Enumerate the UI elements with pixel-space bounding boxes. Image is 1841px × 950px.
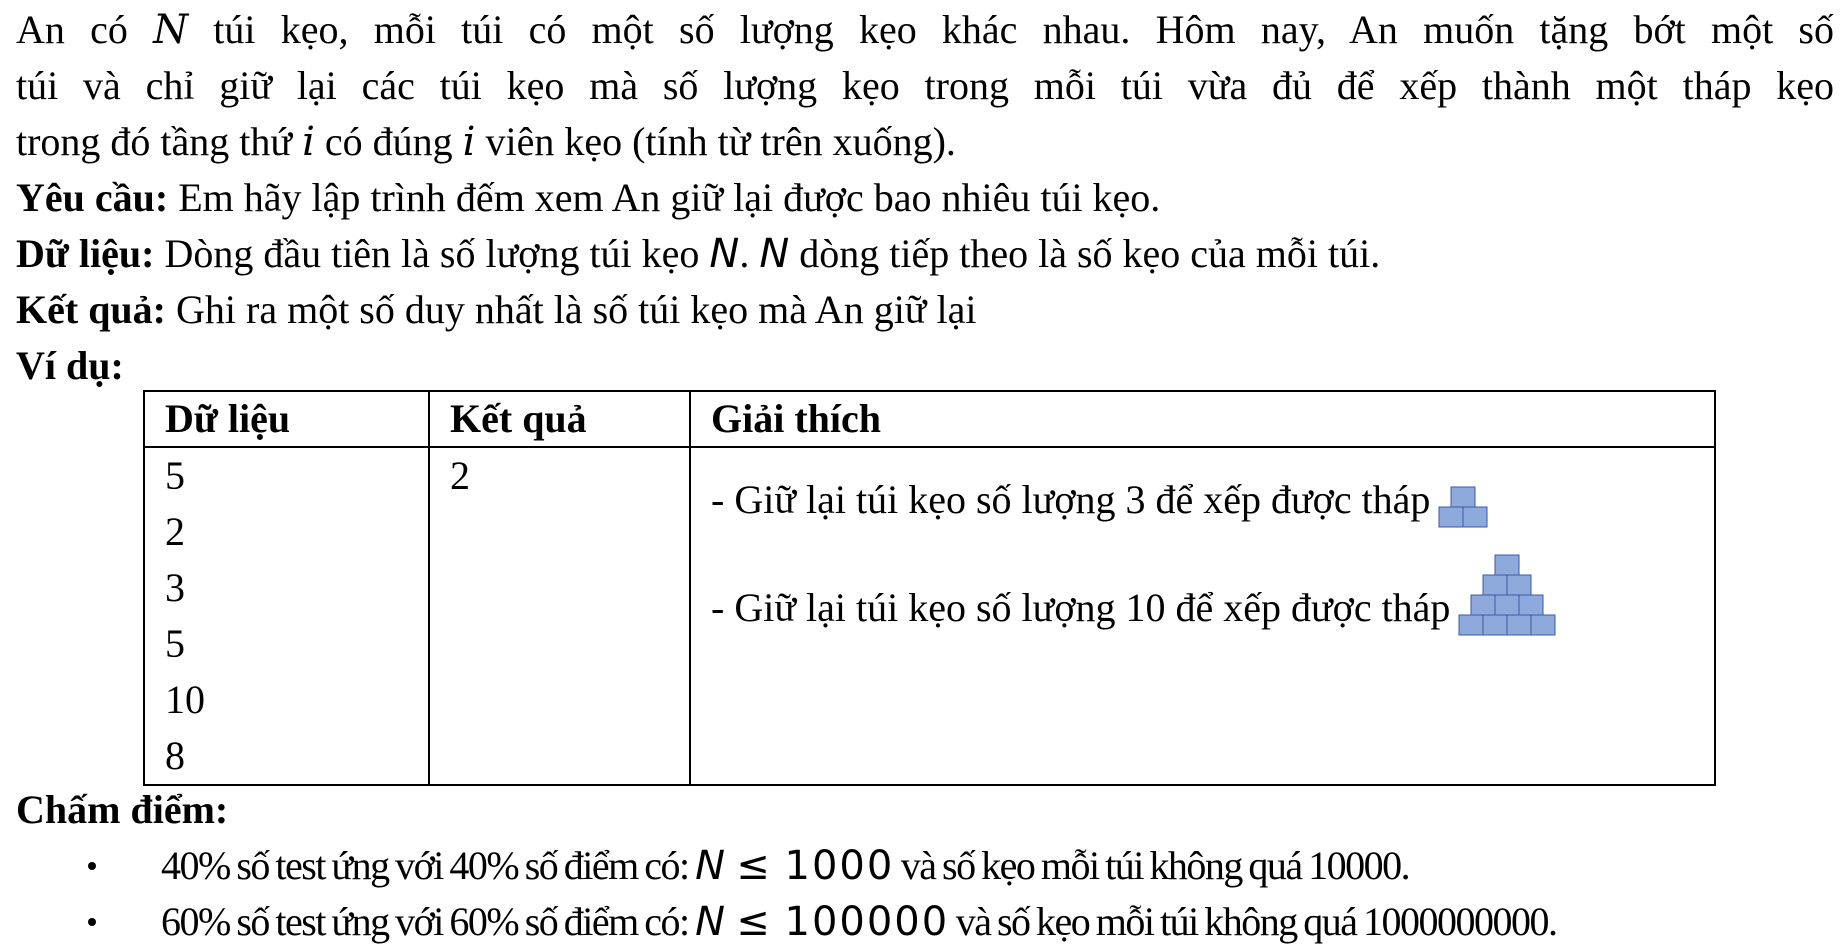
candy-block [1439,507,1463,527]
header-output: Kết quả [429,391,690,447]
candy-block [1483,575,1507,595]
table-header-row [144,391,1715,447]
input-line: 8 [165,733,185,778]
bullet-icon [88,862,96,870]
scoring-list [0,838,1556,950]
header-input: Dữ liệu [144,391,429,447]
intro-line-1: An có N túi kẹo, mỗi túi có một số lượng kẹo khác nhau. Hôm nay, An muốn tặng bớt một số [16,7,1834,53]
example-label: Ví dụ: [16,343,124,388]
intro-line-2: túi và chỉ giữ lại các túi kẹo mà số lượng kẹo trong mỗi túi vừa đủ để xếp thành một tháp kẹo [16,63,1834,108]
requirement-line: Yêu cầu: Em hãy lập trình đếm xem An giữ lại được bao nhiêu túi kẹo. [16,175,1161,220]
var-n: N [153,7,189,53]
header-explanation: Giải thích [690,391,1715,447]
input-line: 5 [165,621,185,666]
explanation-line-1: - Giữ lại túi kẹo số lượng 3 để xếp được tháp [711,472,1488,528]
intro-line-3: trong đó tầng thứ i có đúng i viên kẹo (tính từ trên xuống). [16,119,956,165]
example-table [143,390,1716,786]
explanation-line-2: - Giữ lại túi kẹo số lượng 10 để xếp được tháp [711,554,1556,636]
candy-block [1471,595,1495,615]
input-line: 2 [165,509,185,554]
var-i: i [462,119,476,165]
list-item: 40% số test ứng với 40% số điểm có: N ≤ 1000 và số kẹo mỗi túi không quá 10000. [0,838,1556,894]
output-cell [429,447,690,785]
output-spec-label: Kết quả: [16,287,166,332]
bullet-icon [88,918,96,926]
candy-tower-icon [1438,486,1488,528]
requirement-label: Yêu cầu: [16,175,169,220]
input-cell [144,447,429,785]
list-item: 60% số test ứng với 60% số điểm có: N ≤ 100000 và số kẹo mỗi túi không quá 1000000000. [0,894,1556,950]
input-spec-label: Dữ liệu: [16,231,155,276]
input-line: 5 [165,453,185,498]
candy-block [1495,555,1519,575]
candy-tower-icon [1458,554,1556,636]
candy-block [1483,615,1507,635]
scoring-title: Chấm điểm: [16,787,229,832]
input-spec-line: Dữ liệu: Dòng đầu tiên là số lượng túi kẹo N. N dòng tiếp theo là số kẹo của mỗi túi. [16,231,1381,277]
candy-block [1495,595,1519,615]
candy-block [1507,615,1531,635]
candy-block [1463,507,1487,527]
explanation-cell [690,447,1715,785]
table-row [144,447,1715,785]
input-line: 10 [165,677,205,722]
candy-block [1507,575,1531,595]
candy-block [1519,595,1543,615]
input-line: 3 [165,565,185,610]
problem-statement [16,2,1834,394]
output-spec-line: Kết quả: Ghi ra một số duy nhất là số túi kẹo mà An giữ lại [16,287,977,332]
var-i: i [302,119,315,165]
output-value: 2 [450,453,470,498]
candy-block [1531,615,1555,635]
candy-block [1451,487,1475,507]
candy-block [1459,615,1483,635]
